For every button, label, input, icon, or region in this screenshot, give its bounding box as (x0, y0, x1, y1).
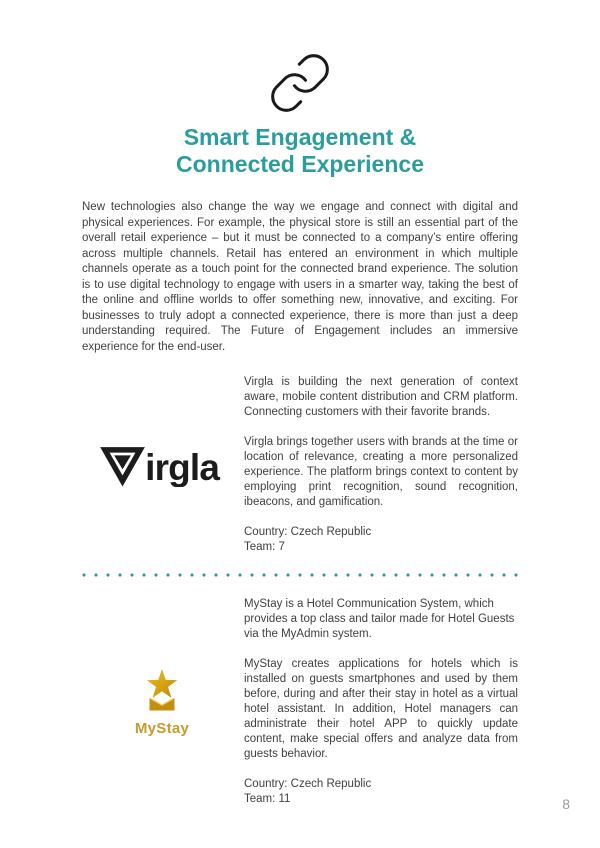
company-section-mystay (80, 597, 518, 807)
virgla-country: Country: Czech Republic (244, 526, 372, 538)
company-section-virgla (80, 375, 518, 555)
mystay-team: Team: 11 (244, 793, 291, 805)
chain-link-icon (0, 50, 600, 116)
virgla-text-column (244, 375, 518, 555)
mystay-paragraph-1: MyStay is a Hotel Communication System, which provides a top class and tailor made for Hotel Guests via the MyAdmin system. (244, 598, 515, 640)
page-title-line2: Connected Experience (176, 151, 424, 177)
mystay-text-column (244, 597, 518, 807)
page-number: 8 (562, 796, 570, 812)
mystay-paragraph-2: MyStay creates applications for hotels which is installed on guests smartphones and used by them before, during and after their stay in hotel as a virtual hotel assistant. In addition, Hotel managers can administrate their hotel APP to quickly update content, make special offers and analyze data from guests behavior. (244, 658, 518, 760)
virgla-paragraph-1: Virgla is building the next generation of context aware, mobile content distribution and CRM platform. Connecting customers with their favorite brands. (244, 376, 518, 418)
virgla-logo-text: irgla (145, 447, 220, 487)
mystay-country: Country: Czech Republic (244, 778, 372, 790)
star-envelope-icon (138, 667, 186, 718)
mystay-wordmark: MyStay (134, 720, 190, 737)
page-title (0, 124, 600, 178)
mystay-logo (80, 667, 244, 737)
virgla-logo (80, 443, 244, 487)
intro-paragraph: New technologies also change the way we engage and connect with digital and physical experiences. For example, the physical store is still an essential part of the overall retail experience – but it must be connected to a company’s entire offering across multiple channels. Retail has entered an environment in which multiple channels operate as a touch point for the connected brand experience. The solution is to use digital technology to engage with users in a smarter way, taking the best of the online and offline worlds to offer something new, innovative, and exciting. For businesses to truly adopt a connected experience, there is more than just a deep understanding required. The Future of Engagement includes an immersive experience for the end-user. (82, 201, 518, 353)
page-title-line1: Smart Engagement & (183, 124, 417, 150)
virgla-meta (244, 525, 518, 555)
dotted-divider (78, 573, 522, 577)
virgla-team: Team: 7 (244, 541, 285, 553)
page-header (0, 0, 600, 178)
mystay-meta (244, 777, 518, 807)
virgla-paragraph-2: Virgla brings together users with brands at the time or location of relevance, creating a more personalized experience. The platform brings context to content by employing print recognition, sound recognition, ibeacons, and gamification. (244, 436, 518, 508)
